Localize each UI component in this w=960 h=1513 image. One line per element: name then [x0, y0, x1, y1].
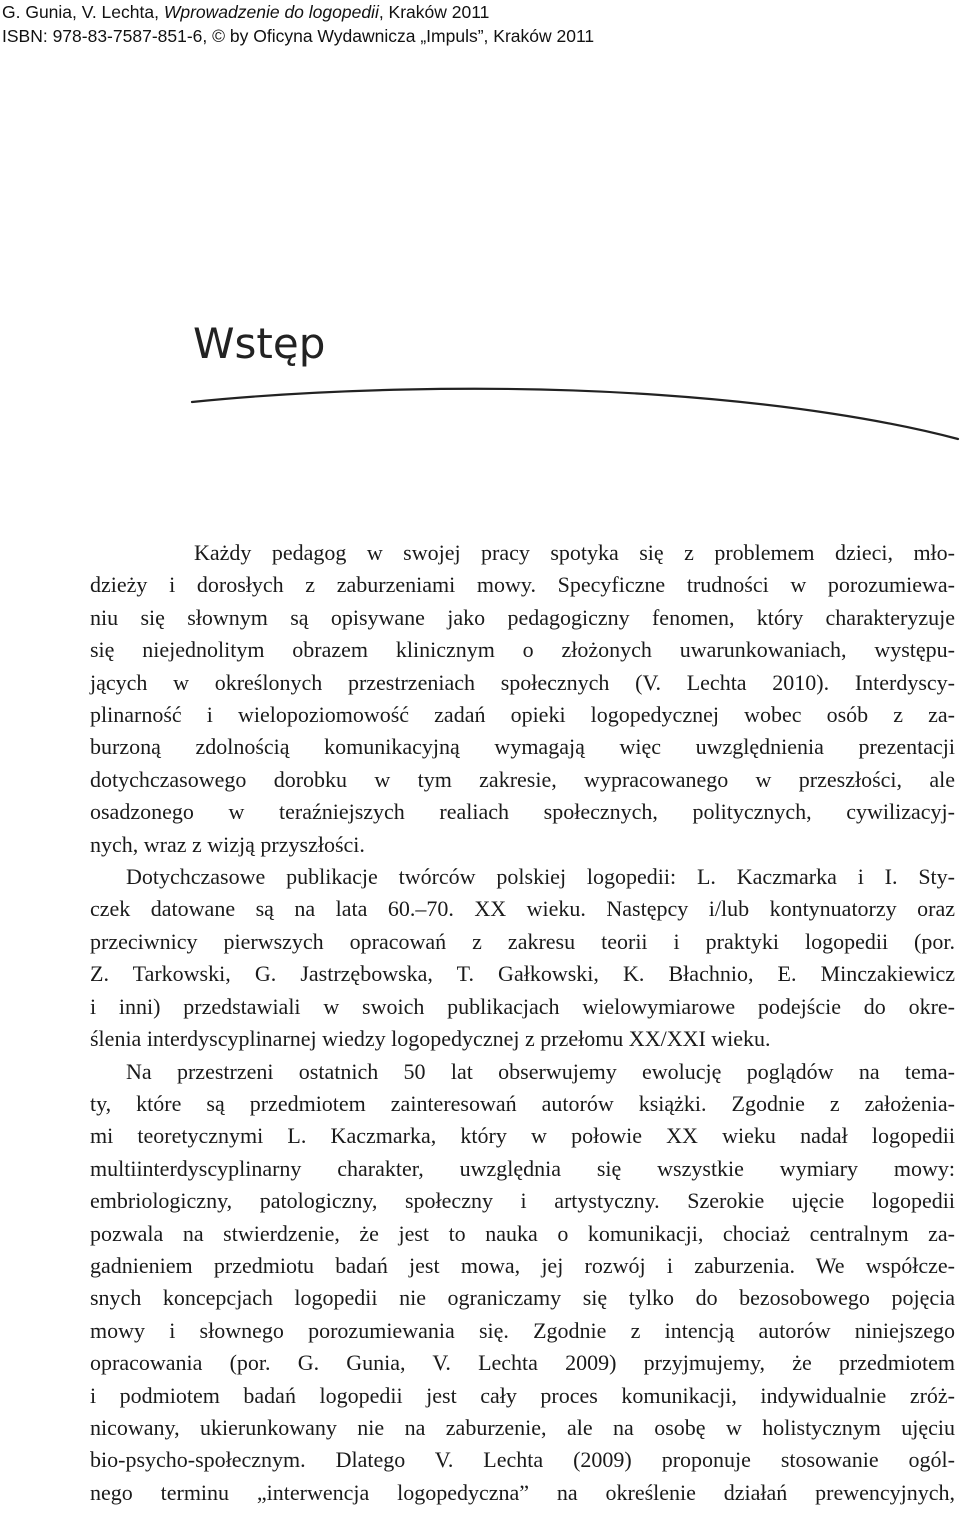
citation-place-year: , Kraków 2011	[378, 2, 490, 22]
text-line: Każdy pedagog w swojej pracy spotyka się z problemem dzieci, mło-	[194, 540, 955, 565]
text-line: mowy i słownego porozumiewania się. Zgodnie z intencją autorów niniejszego	[90, 1317, 955, 1343]
paragraph-1	[90, 537, 955, 861]
text-line: plinarność i wielopoziomowość zadań opieki logopedycznej wobec osób z za-	[90, 702, 955, 728]
citation-book-title: Wprowadzenie do logopedii	[163, 2, 379, 22]
text-line: i inni) przedstawiali w swoich publikacjach wielowymiarowe podejście do okre-	[90, 993, 955, 1019]
text-line: nego terminu „interwencja logopedyczna” na określenie działań prewencyjnych,	[90, 1479, 955, 1505]
text-line: embriologiczny, patologiczny, społeczny i artystyczny. Szerokie ujęcie logopedii	[90, 1188, 955, 1214]
title-decorative-rule	[190, 385, 960, 445]
citation-authors: G. Gunia, V. Lechta,	[2, 2, 164, 22]
text-line: ślenia interdyscyplinarnej wiedzy logopedycznej z przełomu XX/XXI wieku.	[90, 1026, 771, 1052]
text-line: gadnieniem przedmiotu badań jest mowa, jej rozwój i zaburzenia. We współcze-	[90, 1252, 955, 1278]
citation-line	[2, 0, 952, 24]
text-line: jących w określonych przestrzeniach społecznych (V. Lechta 2010). Interdyscy-	[90, 669, 955, 695]
text-line: mi teoretycznymi L. Kaczmarka, który w połowie XX wieku nadał logopedii	[90, 1123, 955, 1149]
text-line: opracowania (por. G. Gunia, V. Lechta 2009) przyjmujemy, że przedmiotem	[90, 1350, 955, 1376]
text-line: dotychczasowego dorobku w tym zakresie, wypracowanego w przeszłości, ale	[90, 766, 955, 792]
text-line: czek datowane są na lata 60.–70. XX wieku. Następcy i/lub kontynuatorzy oraz	[90, 896, 955, 922]
body-text	[90, 537, 955, 1509]
text-line: Dotychczasowe publikacje twórców polskiej logopedii: L. Kaczmarka i I. Sty-	[126, 864, 955, 890]
text-line: burzoną zdolnością komunikacyjną wymagają więc uwzględnienia prezentacji	[90, 734, 955, 760]
text-line: pozwala na stwierdzenie, że jest to nauka o komunikacji, chociaż centralnym za-	[90, 1220, 955, 1246]
text-line: Na przestrzeni ostatnich 50 lat obserwujemy ewolucję poglądów na tema-	[126, 1058, 955, 1084]
text-line: multiinterdyscyplinarny charakter, uwzględnia się wszystkie wymiary mowy:	[90, 1155, 955, 1181]
text-line: ty, które są przedmiotem zainteresowań autorów książki. Zgodnie z założenia-	[90, 1090, 955, 1116]
paragraph-2	[90, 861, 955, 1055]
text-line: snych koncepcjach logopedii nie ograniczamy się tylko do bezosobowego pojęcia	[90, 1285, 955, 1311]
paragraph-3	[90, 1056, 955, 1510]
page-header	[2, 0, 952, 48]
chapter-title: Wstęp	[193, 319, 326, 368]
text-line: niu się słownym są opisywane jako pedagogiczny fenomen, który charakteryzuje	[90, 604, 955, 630]
text-line: nicowany, ukierunkowany nie na zaburzenie, ale na osobę w holistycznym ujęciu	[90, 1414, 955, 1440]
text-line: się niejednolitym obrazem klinicznym o złożonych uwarunkowaniach, występu-	[90, 637, 955, 663]
text-line: dzieży i dorosłych z zaburzeniami mowy. Specyficzne trudności w porozumiewa-	[90, 572, 955, 598]
text-line: i podmiotem badań logopedii jest cały proces komunikacji, indywidualnie zróż-	[90, 1382, 955, 1408]
text-line: osadzonego w teraźniejszych realiach społecznych, politycznych, cywilizacyj-	[90, 799, 955, 825]
text-line: bio-psycho-społecznym. Dlatego V. Lechta (2009) proponuje stosowanie ogól-	[90, 1447, 955, 1473]
isbn-line: ISBN: 978-83-7587-851-6, © by Oficyna Wydawnicza „Impuls”, Kraków 2011	[2, 26, 595, 46]
text-line: Z. Tarkowski, G. Jastrzębowska, T. Gałkowski, K. Błachnio, E. Minczakiewicz	[90, 961, 955, 987]
text-line: nych, wraz z wizją przyszłości.	[90, 831, 365, 857]
text-line: przeciwnicy pierwszych opracowań z zakresu teorii i praktyki logopedii (por.	[90, 928, 955, 954]
